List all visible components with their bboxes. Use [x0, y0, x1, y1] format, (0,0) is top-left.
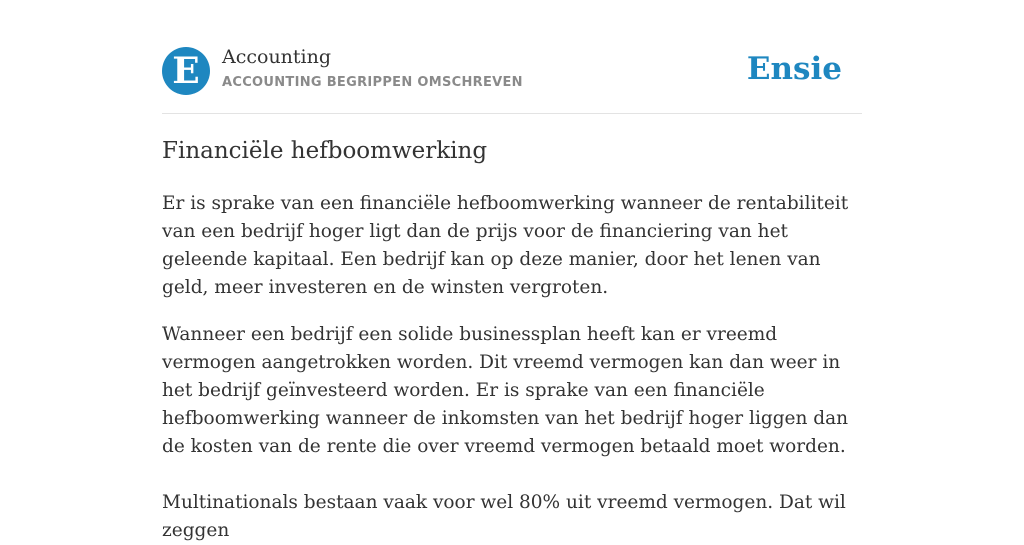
site-logo-icon[interactable]: E [162, 47, 210, 95]
page-container [162, 0, 862, 541]
article-paragraph: Er is sprake van een financiële hefboomwerking wanneer de rentabiliteit van een bedrijf hoger ligt dan de prijs voor de financiering van het geleende kapitaal. Een bedrijf kan op deze manier, door het lenen van geld, meer investeren en de winsten vergroten. [162, 193, 849, 298]
site-subtitle: ACCOUNTING BEGRIPPEN OMSCHREVEN [222, 75, 523, 90]
article-body [162, 190, 862, 545]
brand-logo[interactable]: Ensie [746, 51, 842, 87]
site-header [162, 0, 862, 114]
article-paragraph: Wanneer een bedrijf een solide businessplan heeft kan er vreemd vermogen aangetrokken worden. Dit vreemd vermogen kan dan weer in het bedrijf geïnvesteerd worden. Er is sprake van een financiële hefboomwerking wanneer de inkomsten van het bedrijf hoger liggen dan de kosten van de rente die over vreemd vermogen betaald moet worden. [162, 324, 849, 457]
article-title: Financiële hefboomwerking [162, 138, 488, 164]
article-paragraph: Multinationals bestaan vaak voor wel 80% uit vreemd vermogen. Dat wil zeggen [162, 492, 846, 541]
site-title[interactable]: Accounting [222, 46, 332, 68]
